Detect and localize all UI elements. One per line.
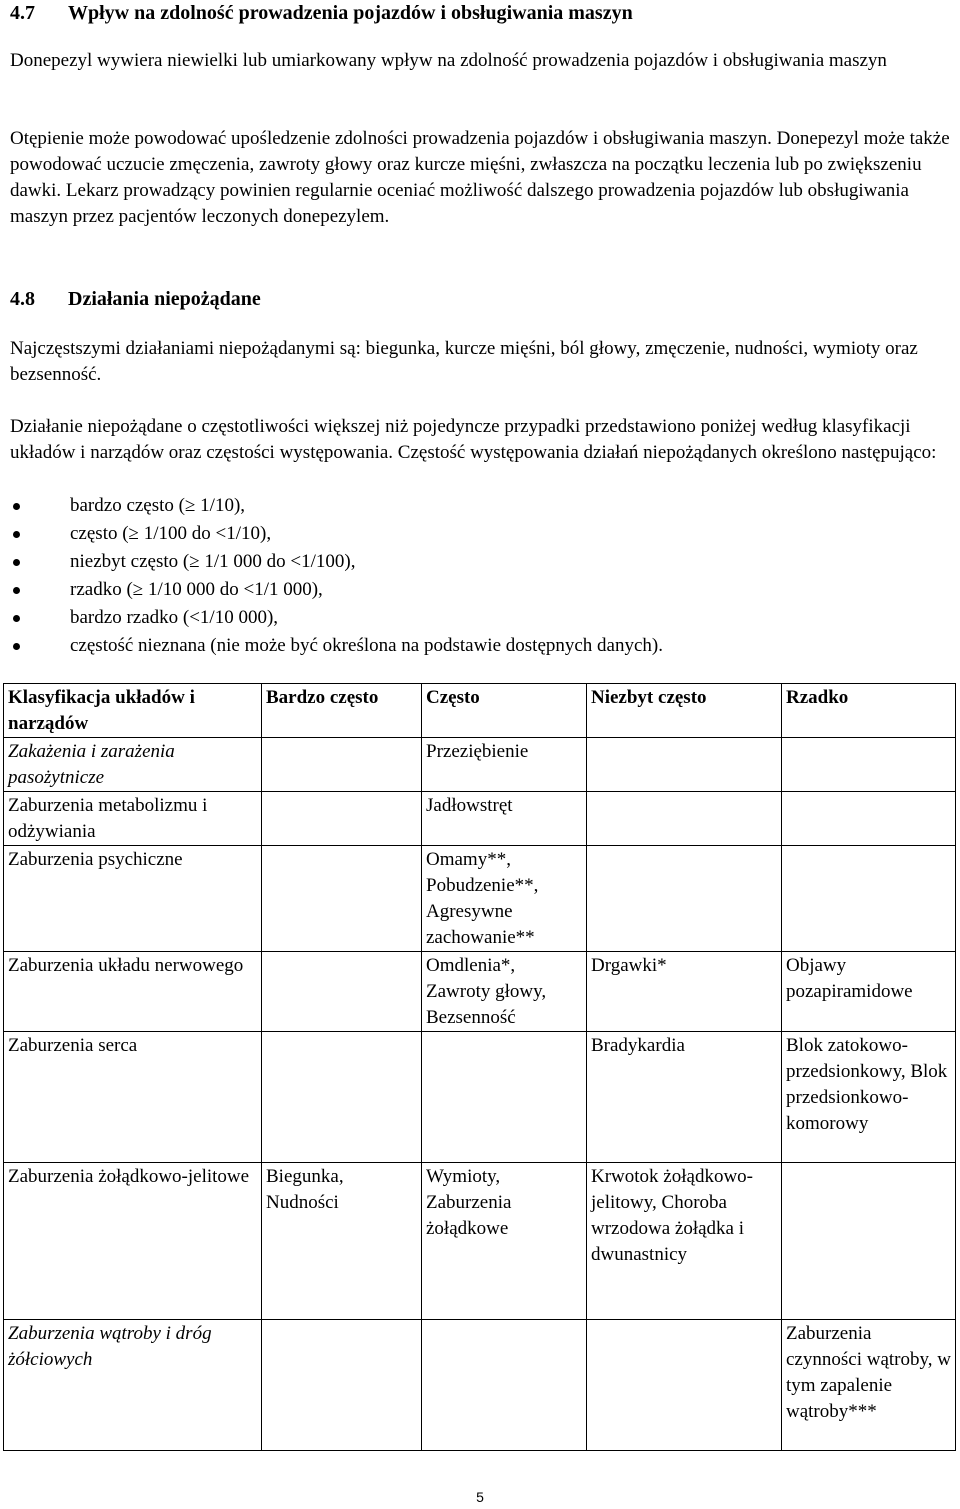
frequency-label: rzadko (≥ 1/10 000 do <1/1 000), [70,579,323,600]
rare-cell [782,792,956,846]
list-item [10,576,663,604]
list-item [10,520,663,548]
common-cell: Przeziębienie [422,738,587,792]
rare-cell [782,846,956,952]
uncommon-cell [587,1320,782,1451]
section-4-7-paragraph-2: Otępienie może powodować upośledzenie zdolności prowadzenia pojazdów i obsługiwania maszyn. Donepezyl może także powodować uczucie zmęczenia, zawroty głowy oraz kurcze mięśni, zwłaszcza na początku leczenia lub po zwiększeniu dawki. Lekarz prowadzący powinien regularnie oceniać możliwość dalszego prowadzenia pojazdów lub obsługiwania maszyn przez pacjentów leczonych donepezylem. [10,128,950,227]
header-very-common: Bardzo często [262,684,422,738]
header-organ-class: Klasyfikacja układów i narządów [4,684,262,738]
table-row [4,952,956,1032]
bullet-icon [13,643,20,650]
common-cell [422,1320,587,1451]
bullet-icon [13,503,20,510]
uncommon-cell: Drgawki* [587,952,782,1032]
organ-class-cell: Zaburzenia żołądkowo-jelitowe [4,1163,262,1320]
organ-class-cell: Zaburzenia układu nerwowego [4,952,262,1032]
uncommon-cell [587,792,782,846]
very-common-cell [262,1320,422,1451]
list-item [10,604,663,632]
frequency-label: często (≥ 1/100 do <1/10), [70,523,272,544]
bullet-icon [13,587,20,594]
section-4-8-paragraph-2: Działanie niepożądane o częstotliwości większej niż pojedyncze przypadki przedstawiono poniżej według klasyfikacji układów i narządów oraz częstości występowania. Częstość występowania działań niepożądanych określono następująco: [10,416,937,463]
organ-class-cell: Zaburzenia serca [4,1032,262,1163]
uncommon-cell: Krwotok żołądkowo-jelitowy, Choroba wrzodowa żołądka i dwunastnicy [587,1163,782,1320]
common-cell: Wymioty, Zaburzenia żołądkowe [422,1163,587,1320]
section-title: Wpływ na zdolność prowadzenia pojazdów i obsługiwania maszyn [68,2,633,24]
organ-class-cell: Zaburzenia metabolizmu i odżywiania [4,792,262,846]
table-row [4,738,956,792]
rare-cell [782,1163,956,1320]
table-row [4,1320,956,1451]
organ-class-cell: Zakażenia i zarażenia pasożytnicze [4,738,262,792]
page-number: 5 [476,1489,484,1505]
frequency-label: bardzo rzadko (<1/10 000), [70,607,279,628]
list-item [10,632,663,660]
section-4-8-heading [10,286,956,312]
frequency-label: bardzo często (≥ 1/10), [70,495,246,516]
uncommon-cell [587,738,782,792]
header-uncommon: Niezbyt często [587,684,782,738]
table-row [4,792,956,846]
organ-class-cell: Zaburzenia wątroby i dróg żółciowych [4,1320,262,1451]
very-common-cell [262,1032,422,1163]
common-cell: Omamy**, Pobudzenie**, Agresywne zachowanie** [422,846,587,952]
very-common-cell [262,738,422,792]
rare-cell: Blok zatokowo-przedsionkowy, Blok przedsionkowo-komorowy [782,1032,956,1163]
bullet-icon [13,615,20,622]
section-number: 4.7 [10,2,35,24]
table-header-row [4,684,956,738]
section-title: Działania niepożądane [68,288,261,310]
frequency-label: niezbyt często (≥ 1/1 000 do <1/100), [70,551,356,572]
common-cell: Jadłowstręt [422,792,587,846]
very-common-cell: Biegunka, Nudności [262,1163,422,1320]
rare-cell: Zaburzenia czynności wątroby, w tym zapalenie wątroby*** [782,1320,956,1451]
rare-cell: Objawy pozapiramidowe [782,952,956,1032]
uncommon-cell [587,846,782,952]
common-cell: Omdlenia*, Zawroty głowy, Bezsenność [422,952,587,1032]
table-row [4,1163,956,1320]
frequency-list [10,492,663,660]
section-number: 4.8 [10,288,35,310]
rare-cell [782,738,956,792]
very-common-cell [262,846,422,952]
uncommon-cell: Bradykardia [587,1032,782,1163]
table-row [4,1032,956,1163]
adverse-reactions-table [3,683,956,1451]
organ-class-cell: Zaburzenia psychiczne [4,846,262,952]
section-4-7-heading [10,0,956,26]
table-row [4,846,956,952]
section-4-8-paragraph-1: Najczęstszymi działaniami niepożądanymi są: biegunka, kurcze mięśni, ból głowy, zmęczenie, nudności, wymioty oraz bezsenność. [10,338,918,385]
list-item [10,492,663,520]
frequency-label: częstość nieznana (nie może być określona na podstawie dostępnych danych). [70,635,663,656]
common-cell [422,1032,587,1163]
very-common-cell [262,792,422,846]
very-common-cell [262,952,422,1032]
bullet-icon [13,531,20,538]
list-item [10,548,663,576]
header-rare: Rzadko [782,684,956,738]
bullet-icon [13,559,20,566]
section-4-7-paragraph-1: Donepezyl wywiera niewielki lub umiarkowany wpływ na zdolność prowadzenia pojazdów i obsługiwania maszyn [10,50,887,71]
header-common: Często [422,684,587,738]
